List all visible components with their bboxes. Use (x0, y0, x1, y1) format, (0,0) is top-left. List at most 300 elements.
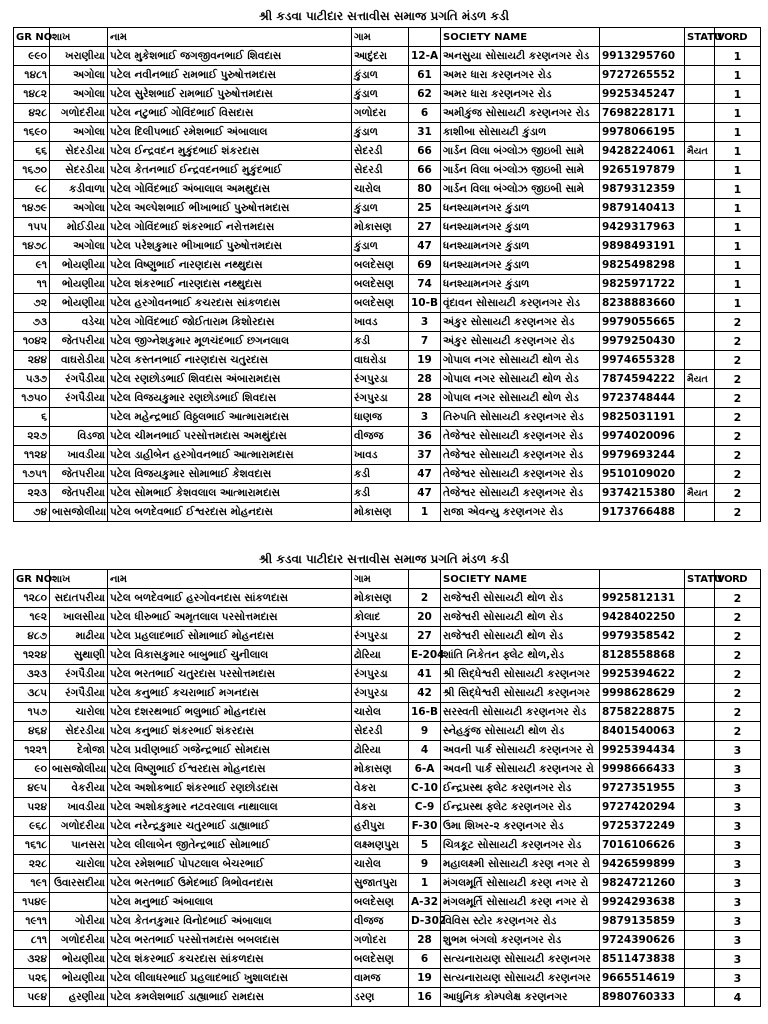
shakh-cell: રંગપૈડીયા (50, 370, 108, 389)
status-cell (685, 294, 715, 313)
gr-no-cell: ૧૬૭૦ (14, 161, 50, 180)
ward-cell: 1 (715, 237, 761, 256)
gr-no-cell: ૧૭૫૦ (14, 389, 50, 408)
mobile-cell: 9265197879 (600, 161, 685, 180)
ward-cell: 2 (715, 313, 761, 332)
status-cell (685, 237, 715, 256)
village-cell: સુજાતપુરા (352, 874, 409, 893)
status-cell (685, 817, 715, 836)
village-cell: વાઘરોડા (352, 351, 409, 370)
status-cell (685, 646, 715, 665)
ward-cell: 1 (715, 256, 761, 275)
name-cell: પટેલ દિલીપભાઈ રમેશભાઈ અંબાલાલ (108, 123, 352, 142)
gr-no-cell: ૧૨૨૪ (14, 646, 50, 665)
village-cell: વેકરા (352, 779, 409, 798)
table-row (14, 931, 761, 950)
society-cell: શાંતિ નિકેતન ફ્લેટ થોળ,રોડ (441, 646, 600, 665)
name-cell: પટેલ ડાહીબેન હરગોવનભાઈ આત્મારામદાસ (108, 446, 352, 465)
mobile-cell: 8511473838 (600, 950, 685, 969)
flat-no-cell: 69 (409, 256, 441, 275)
flat-no-cell: 6 (409, 950, 441, 969)
gr-no-cell: ૩૨૪ (14, 950, 50, 969)
status-header: STATU (685, 570, 715, 589)
name-header: નામ (108, 28, 352, 47)
status-cell (685, 741, 715, 760)
mobile-cell: 9725372249 (600, 817, 685, 836)
status-cell (685, 313, 715, 332)
shakh-cell: ગળોદરીયા (50, 104, 108, 123)
village-cell: કુંડાળ (352, 199, 409, 218)
village-cell: ગળોદરા (352, 931, 409, 950)
flat-no-cell: F-30 (409, 817, 441, 836)
village-cell: સેદરડી (352, 161, 409, 180)
name-cell: પટેલ નવીનભાઈ રામભાઈ પુરુષોત્તમદાસ (108, 66, 352, 85)
mobile-cell: 8401540063 (600, 722, 685, 741)
mobile-cell: 9173766488 (600, 503, 685, 522)
ward-cell: 3 (715, 760, 761, 779)
shakh-cell: ભોયણીયા (50, 275, 108, 294)
name-cell: પટેલ શંકરભાઈ કચરદાસ સાંકળદાસ (108, 950, 352, 969)
mobile-cell: 9924293638 (600, 893, 685, 912)
ward-cell: 2 (715, 646, 761, 665)
table-row (14, 874, 761, 893)
table-row (14, 741, 761, 760)
status-cell (685, 988, 715, 1007)
flat-no-cell: 9 (409, 722, 441, 741)
ward-cell: 2 (715, 465, 761, 484)
shakh-cell: જેતપરીયા (50, 332, 108, 351)
mobile-cell: 9428224061 (600, 142, 685, 161)
village-cell: કોલાદ (352, 608, 409, 627)
shakh-cell: રંગપૈડીયા (50, 389, 108, 408)
name-cell: પટેલ બળદેવભાઈ ઈશ્વરદાસ મોહનદાસ (108, 503, 352, 522)
village-cell: લક્ષ્મણપુરા (352, 836, 409, 855)
society-cell: ધનશ્યામનગર કુંડાળ (441, 218, 600, 237)
gr-no-cell: ૫૩૭ (14, 370, 50, 389)
mobile-cell: 9979693244 (600, 446, 685, 465)
village-cell: કુંડાળ (352, 66, 409, 85)
name-cell: પટેલ વિજયકુમાર સોમાભાઈ કેશવદાસ (108, 465, 352, 484)
name-cell: પટેલ કનુભાઈ કચરાભાઈ મગનદાસ (108, 684, 352, 703)
shakh-cell: અગોલા (50, 123, 108, 142)
village-cell: બલદેસણ (352, 294, 409, 313)
shakh-cell: સેદરડીયા (50, 142, 108, 161)
name-cell: પટેલ વિષ્ણુભાઈ ઈશ્વરદાસ મોહનદાસ (108, 760, 352, 779)
flat-no-cell: 66 (409, 142, 441, 161)
table-row (14, 684, 761, 703)
name-cell: પટેલ હરગોવનભાઈ કચરદાસ સાંકળદાસ (108, 294, 352, 313)
status-header: STATU (685, 28, 715, 47)
shakh-cell: માઢીયા (50, 627, 108, 646)
shakh-cell: ગોરીયા (50, 912, 108, 931)
shakh-cell: મોઈડીયા (50, 218, 108, 237)
mobile-cell: 9374215380 (600, 484, 685, 503)
gr-no-cell: ૧૪૭૯ (14, 199, 50, 218)
header-row (14, 28, 761, 47)
society-cell: રાજા એવન્યુ કરણનગર રોડ (441, 503, 600, 522)
shakh-cell: અગોલા (50, 66, 108, 85)
shakh-header: શાખ (50, 28, 108, 47)
table-row (14, 313, 761, 332)
table-row (14, 237, 761, 256)
ward-cell: 3 (715, 836, 761, 855)
status-cell (685, 893, 715, 912)
village-cell: મોકાસણ (352, 218, 409, 237)
flat-no-cell: 28 (409, 370, 441, 389)
shakh-cell: ખાલસીયા (50, 608, 108, 627)
village-cell: સેદરડી (352, 142, 409, 161)
table-row (14, 85, 761, 104)
flat-no-cell: 42 (409, 684, 441, 703)
ward-cell: 2 (715, 408, 761, 427)
name-cell: પટેલ અલ્પેશભાઈ ભીખાભાઈ પુરુષોત્તમદાસ (108, 199, 352, 218)
mobile-cell: 7874594222 (600, 370, 685, 389)
status-cell (685, 47, 715, 66)
ward-cell: 4 (715, 988, 761, 1007)
society-cell: મંગલમૂર્તિ સોસાયટી કરણ નગર રો (441, 893, 600, 912)
shakh-cell: સદાતપરીયા (50, 589, 108, 608)
name-cell: પટેલ સોમભાઈ કેશવલાલ આત્મારામદાસ (108, 484, 352, 503)
status-cell (685, 66, 715, 85)
name-cell: પટેલ નટુભાઈ ગોવિંદભાઈ વિસદાસ (108, 104, 352, 123)
ward-cell: 1 (715, 180, 761, 199)
table-row (14, 446, 761, 465)
village-cell: રંગપુરડા (352, 370, 409, 389)
ward-cell: 1 (715, 199, 761, 218)
gr-no-cell: ૧૫૫ (14, 218, 50, 237)
ward-cell: 2 (715, 627, 761, 646)
status-cell (685, 874, 715, 893)
table-row (14, 608, 761, 627)
status-cell (685, 408, 715, 427)
ward-cell: 3 (715, 912, 761, 931)
society-cell: મહાલક્ષ્મી સોસાયટી કરણ નગર રો (441, 855, 600, 874)
mobile-cell: 9879140413 (600, 199, 685, 218)
shakh-cell: વિડજા (50, 427, 108, 446)
village-cell: ચારોલ (352, 855, 409, 874)
gr-no-cell: ૧૬૯૦ (14, 123, 50, 142)
mobile-cell: 9898493191 (600, 237, 685, 256)
shakh-cell: રંગપૈડીયા (50, 665, 108, 684)
table-row (14, 950, 761, 969)
gr-no-cell: ૧૯૧૧ (14, 912, 50, 931)
shakh-cell: હરણીયા (50, 988, 108, 1007)
table-row (14, 199, 761, 218)
gr-no-cell: ૧૧૨૪ (14, 446, 50, 465)
table-row (14, 161, 761, 180)
mobile-cell: 9979055665 (600, 313, 685, 332)
status-cell: મૈયત (685, 370, 715, 389)
village-cell: વીજજ (352, 912, 409, 931)
ward-cell: 1 (715, 294, 761, 313)
ward-cell: 2 (715, 332, 761, 351)
flat-no-cell: 12-A (409, 47, 441, 66)
mobile-cell: 9974655328 (600, 351, 685, 370)
ward-cell: 1 (715, 123, 761, 142)
table-row (14, 589, 761, 608)
shakh-cell: ગળોદરીયા (50, 931, 108, 950)
name-cell: પટેલ ભરતભાઈ પરસોત્તમદાસ બબલદાસ (108, 931, 352, 950)
name-cell: પટેલ પ્રવીણભાઈ ગજેન્દ્રભાઈ સોમદાસ (108, 741, 352, 760)
society-cell: તેજેશ્વર સોસાયટી કરણનગર રોડ (441, 465, 600, 484)
shakh-cell: ઉવારસદીયા (50, 874, 108, 893)
village-cell: વામજ (352, 969, 409, 988)
village-cell: રંગપુરડા (352, 684, 409, 703)
mobile-cell: 9824721260 (600, 874, 685, 893)
mobile-cell: 9825031191 (600, 408, 685, 427)
society-cell: ઉમા શિખર-૨ કરણનગર રોડ (441, 817, 600, 836)
gr-no-cell: ૯૦ (14, 760, 50, 779)
table-row (14, 503, 761, 522)
gr-no-cell: ૬ (14, 408, 50, 427)
shakh-cell: બાસજોલીયા (50, 760, 108, 779)
table-row (14, 893, 761, 912)
gr-no-cell: ૩૮૫ (14, 684, 50, 703)
shakh-cell: ખાવડીયા (50, 446, 108, 465)
status-cell: મૈયત (685, 142, 715, 161)
society-cell: ધનશ્યામનગર કુંડાળ (441, 199, 600, 218)
society-cell: સત્યનારાયણ સોસાયટી કરણનગર (441, 950, 600, 969)
gr-no-cell: ૧૫૭ (14, 703, 50, 722)
society-cell: અવની પાર્ક સોસાયટી કરણનગર રો (441, 741, 600, 760)
gr-no-cell: ૯૧ (14, 256, 50, 275)
shakh-cell: રંગપૈડીયા (50, 684, 108, 703)
mobile-cell: 9913295760 (600, 47, 685, 66)
village-cell: કડી (352, 465, 409, 484)
ward-cell: 2 (715, 608, 761, 627)
gr-no-cell: ૨૨૩ (14, 484, 50, 503)
village-cell: મોકાસણ (352, 503, 409, 522)
table-row (14, 988, 761, 1007)
society-header: SOCIETY NAME (441, 570, 600, 589)
shakh-cell: ભોયણીયા (50, 294, 108, 313)
mobile-cell: 9974020096 (600, 427, 685, 446)
name-cell: પટેલ અશોકભાઈ શંકરભાઈ રણછોડદાસ (108, 779, 352, 798)
society-cell: તેજેશ્વર સોસાયટી કરણનગર રોડ (441, 446, 600, 465)
mobile-cell: 8128558868 (600, 646, 685, 665)
society-cell: વિવિસ સ્ટોર કરણનગર રોડ (441, 912, 600, 931)
status-cell (685, 256, 715, 275)
status-cell: મૈયત (685, 484, 715, 503)
flat-no-cell: 47 (409, 484, 441, 503)
gr-no-cell: ૧૨૮૦ (14, 589, 50, 608)
society-cell: અવની પાર્ક સોસાયટી કરણનગર રો (441, 760, 600, 779)
mobile-cell: 9724390626 (600, 931, 685, 950)
society-cell: તેજેશ્વર સોસાયટી કરણનગર રોડ (441, 484, 600, 503)
flat-no-cell: 16 (409, 988, 441, 1007)
gr-no-cell: ૬૬ (14, 142, 50, 161)
shakh-cell: ભોયણીયા (50, 969, 108, 988)
village-cell: રંગપુરડા (352, 665, 409, 684)
shakh-cell: પાનસરા (50, 836, 108, 855)
society-cell: અમર ધારા કરણનગર રોડ (441, 85, 600, 104)
table-row (14, 123, 761, 142)
gr-no-cell: ૧૯૧ (14, 874, 50, 893)
village-cell: રંગપુરડા (352, 627, 409, 646)
mobile-cell: 9426599899 (600, 855, 685, 874)
name-cell: પટેલ ધીરુભાઈ અમૃતલાલ પરસોત્તમદાસ (108, 608, 352, 627)
mobile-cell: 9925394622 (600, 665, 685, 684)
society-cell: સત્યનારાયણ સોસાયટી કરણનગર (441, 969, 600, 988)
village-header: ગામ (352, 28, 409, 47)
village-cell: રંગપુરડા (352, 389, 409, 408)
shakh-cell (50, 408, 108, 427)
society-cell: ગોપાલ નગર સોસાયટી થોળ રોડ (441, 370, 600, 389)
gr-no-cell: ૩૨૩ (14, 665, 50, 684)
shakh-cell: ખાવડીયા (50, 798, 108, 817)
status-cell (685, 950, 715, 969)
flat-no-cell: 27 (409, 218, 441, 237)
shakh-cell: ચારોલા (50, 855, 108, 874)
mobile-cell: 9925394434 (600, 741, 685, 760)
shakh-cell: સુથાણી (50, 646, 108, 665)
shakh-cell: સેદરડીયા (50, 722, 108, 741)
society-cell: તિરુપતિ સોસાયટી કરણનગર રોડ (441, 408, 600, 427)
register-table (13, 569, 761, 1007)
ward-cell: 2 (715, 722, 761, 741)
society-cell: અંકુર સોસાયટી કરણનગર રોડ (441, 332, 600, 351)
gr-no-cell: ૧૪૮૧ (14, 66, 50, 85)
mobile-cell: 9925812131 (600, 589, 685, 608)
flat-no-cell: C-9 (409, 798, 441, 817)
status-cell (685, 104, 715, 123)
section-title: શ્રી કડવા પાટીદાર સત્તાવીસ સમાજ પ્રગતિ મંડળ કડી (259, 9, 509, 23)
ward-cell: 1 (715, 66, 761, 85)
society-cell: રાજેશ્વરી સોસાયટી થોળ રોડ (441, 608, 600, 627)
gr-no-cell: ૨૪૪ (14, 351, 50, 370)
flat-no-cell: 3 (409, 313, 441, 332)
ward-cell: 3 (715, 779, 761, 798)
mobile-cell: 9978066195 (600, 123, 685, 142)
society-cell: ગોપાલ નગર સોસાયટી થોળ રોડ (441, 389, 600, 408)
table-row (14, 370, 761, 389)
flat-no-cell: 16-B (409, 703, 441, 722)
flat-no-cell: 25 (409, 199, 441, 218)
shakh-header: શાખ (50, 570, 108, 589)
society-cell: શુભમ બંગલો કરણનગર રોડ (441, 931, 600, 950)
flat-no-header (409, 28, 441, 47)
name-cell: પટેલ કેતનકુમાર વિનોદભાઈ અંબાલાલ (108, 912, 352, 931)
mobile-cell: 9825971722 (600, 275, 685, 294)
flat-no-cell: 4 (409, 741, 441, 760)
ward-cell: 1 (715, 104, 761, 123)
flat-no-cell: 5 (409, 836, 441, 855)
table-row (14, 275, 761, 294)
flat-no-cell: 37 (409, 446, 441, 465)
ward-cell: 3 (715, 741, 761, 760)
ward-cell: 2 (715, 484, 761, 503)
society-cell: ગોપાલ નગર સોસાયટી થોળ રોડ (441, 351, 600, 370)
name-cell: પટેલ ગોવિંદભાઈ જોઈતારામ કિશોરદાસ (108, 313, 352, 332)
mobile-header (600, 570, 685, 589)
name-cell: પટેલ સુરેશભાઈ રામભાઈ પુરુષોત્તમદાસ (108, 85, 352, 104)
status-cell (685, 389, 715, 408)
village-cell: ખાવડ (352, 313, 409, 332)
gr-no-cell: ૧૪૭૮ (14, 237, 50, 256)
flat-no-cell: 80 (409, 180, 441, 199)
mobile-cell: 9925345247 (600, 85, 685, 104)
name-cell: પટેલ કમલેશભાઈ ડાહ્યાભાઈ રામદાસ (108, 988, 352, 1007)
name-cell: પટેલ રમેશભાઈ પોપટલાલ બેચરભાઈ (108, 855, 352, 874)
shakh-cell: બાસજોલીયા (50, 503, 108, 522)
table-row (14, 646, 761, 665)
table-row (14, 969, 761, 988)
village-cell: બલદેસણ (352, 275, 409, 294)
gr-no-cell: ૯૮ (14, 180, 50, 199)
ward-cell: 2 (715, 503, 761, 522)
shakh-cell: વડેચા (50, 313, 108, 332)
shakh-cell: સેદરડીયા (50, 161, 108, 180)
status-cell (685, 912, 715, 931)
society-cell: ધનશ્યામનગર કુંડાળ (441, 237, 600, 256)
mobile-cell: 9429317963 (600, 218, 685, 237)
mobile-cell: 8758228875 (600, 703, 685, 722)
shakh-cell: અગોલા (50, 85, 108, 104)
gr-no-cell: ૨૨૮ (14, 855, 50, 874)
society-cell: સ્નેહકુંજ સોસાયટી થોળ રોડ (441, 722, 600, 741)
shakh-cell (50, 893, 108, 912)
shakh-cell: ખરાણીયા (50, 47, 108, 66)
ward-cell: 3 (715, 855, 761, 874)
ward-cell: 3 (715, 817, 761, 836)
table-row (14, 66, 761, 85)
ward-cell: 1 (715, 85, 761, 104)
ward-cell: 3 (715, 874, 761, 893)
society-cell: રાજેશ્વરી સોસાયટી થોળ રોડ (441, 589, 600, 608)
village-cell: બલદેસણ (352, 950, 409, 969)
mobile-cell: 8238883660 (600, 294, 685, 313)
gr-no-header: GR NO (14, 28, 50, 47)
society-cell: તેજેશ્વર સોસાયટી કરણનગર રોડ (441, 427, 600, 446)
society-cell: અંકુર સોસાયટી કરણનગર રોડ (441, 313, 600, 332)
shakh-cell: અગોલા (50, 237, 108, 256)
gr-no-cell: ૯૬૮ (14, 817, 50, 836)
ward-cell: 2 (715, 703, 761, 722)
ward-cell: 2 (715, 351, 761, 370)
table-row (14, 351, 761, 370)
ward-cell: 1 (715, 161, 761, 180)
name-cell: પટેલ ભરતભાઈ ઉમેદભાઈ ત્રિભોવનદાસ (108, 874, 352, 893)
name-cell: પટેલ ચીમનભાઈ પરસોત્તમદાસ અમથુંદાસ (108, 427, 352, 446)
mobile-cell: 7698228171 (600, 104, 685, 123)
name-cell: પટેલ લીલાબેન જીતેન્દ્રભાઈ સોમાભાઈ (108, 836, 352, 855)
name-cell: પટેલ ઈન્દ્રવદન મુકુંદભાઈ શંકરદાસ (108, 142, 352, 161)
society-cell: આધુનિક કોમ્પલેક્ષ કરણનગર (441, 988, 600, 1007)
table-row (14, 779, 761, 798)
shakh-cell: ગળોદરીયા (50, 817, 108, 836)
village-header: ગામ (352, 570, 409, 589)
ward-cell: 2 (715, 370, 761, 389)
name-cell: પટેલ વિજયકુમાર રણછોડભાઈ શિવદાસ (108, 389, 352, 408)
gr-no-cell: ૧૬૧૮ (14, 836, 50, 855)
village-cell: ચારોલ (352, 703, 409, 722)
section-title: શ્રી કડવા પાટીદાર સત્તાવીસ સમાજ પ્રગતિ મંડળ કડી (259, 552, 509, 566)
name-cell: પટેલ મુકેશભાઈ જગજીવનભાઈ શિવદાસ (108, 47, 352, 66)
status-cell (685, 779, 715, 798)
society-cell: ધનશ્યામનગર કુંડાળ (441, 275, 600, 294)
flat-no-cell: 66 (409, 161, 441, 180)
table-row (14, 912, 761, 931)
village-cell: સેદરડી (352, 722, 409, 741)
ward-cell: 2 (715, 389, 761, 408)
gr-no-cell: ૧૫૪૯ (14, 893, 50, 912)
flat-no-cell: 62 (409, 85, 441, 104)
ward-cell: 2 (715, 446, 761, 465)
gr-no-cell: ૭૩ (14, 313, 50, 332)
mobile-cell: 9727351955 (600, 779, 685, 798)
village-cell: વીજજ (352, 427, 409, 446)
status-cell (685, 275, 715, 294)
